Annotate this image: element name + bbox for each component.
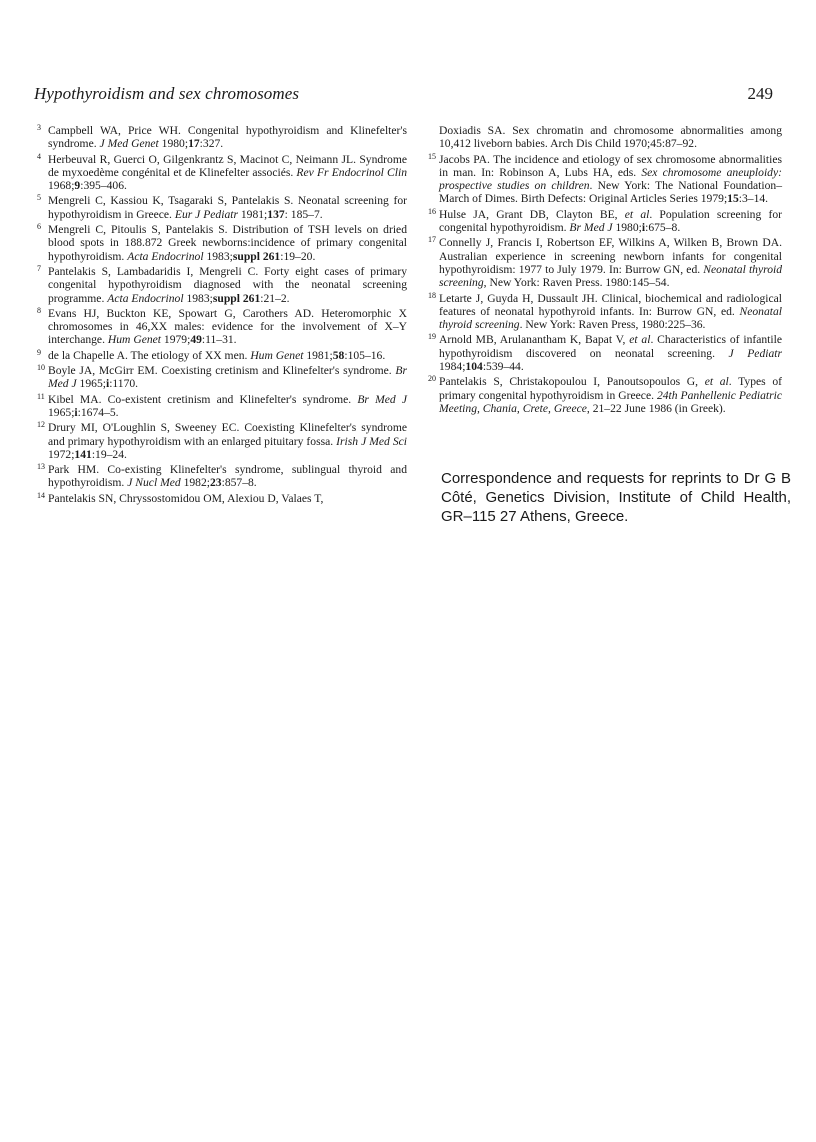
bold-text: 23: [210, 476, 222, 490]
reference-text: Pantelakis SN, Chryssostomidou OM, Alexiou D, Valaes T,: [48, 491, 324, 505]
reference-text: Letarte J, Guyda H, Dussault JH. Clinical, biochemical and radiological features of neonatal hypothyroid infants. In: Burrow GN, ed.: [439, 291, 782, 318]
reference-text: Mengreli C, Pitoulis S, Pantelakis S. Distribution of TSH levels on dried blood spots in 188.872 Greek newborns:incidence of primary congenital hypothyroidism.: [48, 223, 407, 263]
bold-text: suppl 261: [212, 291, 261, 305]
italic-text: J Med Genet: [99, 137, 159, 151]
italic-text: Sex chromosome aneuploidy: prospective studies on children: [439, 165, 782, 193]
italic-text: Br Med J: [48, 364, 407, 391]
reference-8: [34, 307, 407, 347]
italic-text: Irish J Med Sci: [336, 434, 407, 448]
reference-text: 1980;: [612, 221, 642, 235]
reference-18: [425, 292, 782, 332]
reference-text: . Characteristics of infantile hypothyroidism discovered on neonatal screening.: [439, 333, 782, 360]
reference-text: Boyle JA, McGirr EM. Coexisting cretinism and Klinefelter's syndrome.: [48, 364, 396, 378]
bold-text: 15: [727, 192, 739, 206]
reference-number: 3: [37, 123, 41, 132]
reference-text: Campbell WA, Price WH. Congenital hypothyroidism and Klinefelter's syndrome.: [48, 124, 407, 151]
reference-text: :1170.: [109, 377, 139, 391]
reference-text: Arnold MB, Arulanantham K, Bapat V,: [439, 333, 630, 347]
italic-text: Arch Dis Child: [550, 137, 621, 151]
bold-text: 45: [650, 137, 662, 151]
reference-number: 17: [428, 235, 436, 245]
reference-text: :105–16.: [344, 348, 386, 362]
page-number: 249: [747, 84, 773, 103]
correspondence-note: Correspondence and requests for reprints to Dr G B Côté, Genetics Division, Institute of Child Health, GR–115 27 Athens, Greece.: [441, 470, 791, 525]
reference-text: 1979;: [161, 333, 191, 347]
reference-number: 7: [37, 263, 41, 273]
reference-text: Evans HJ, Buckton KE, Spowart G, Carothers AD. Heteromorphic X chromosomes in 46,XX males: evidence for the involvement of X–Y interchange.: [48, 306, 407, 347]
reference-text: :3–14.: [738, 192, 769, 206]
reference-text: :1674–5.: [77, 405, 119, 419]
reference-text: Kibel MA. Co-existent cretinism and Klinefelter's syndrome.: [48, 392, 358, 406]
reference-13: [34, 463, 407, 490]
reference-14: [34, 492, 407, 505]
reference-text: :675–8.: [645, 221, 681, 235]
reference-20: [425, 375, 782, 415]
reference-4: [34, 153, 407, 193]
bold-text: 58: [332, 348, 345, 362]
reference-text: :21–2.: [260, 291, 290, 305]
reference-15: [425, 153, 782, 206]
reference-text: 1965;: [76, 377, 106, 391]
italic-text: Br Med J: [569, 221, 613, 235]
italic-text: 24th Panhellenic Pediatric Meeting, Chania, Crete, Greece: [439, 388, 782, 415]
reference-text: . New York: The National Foundation–March of Dimes. Birth Defects: Original Articles Series 1979;: [439, 179, 782, 206]
reference-text: : 185–7.: [284, 207, 323, 221]
italic-text: Acta Endocrinol: [127, 249, 204, 263]
reference-text: Mengreli C, Kassiou K, Tsagaraki S, Pantelakis S. Neonatal screening for hypothyroidism in Greece.: [48, 194, 407, 221]
reference-number: 18: [428, 290, 436, 300]
reference-text: , 21–22 June 1986 (in Greek).: [586, 401, 726, 415]
reference-number: 6: [37, 222, 41, 232]
italic-text: J Nucl Med: [127, 476, 181, 490]
reference-number: 11: [37, 391, 45, 401]
reference-number: 16: [428, 206, 436, 216]
reference-14-continuation: [425, 124, 782, 151]
reference-7: [34, 265, 407, 305]
reference-text: 1981;: [237, 207, 268, 221]
italic-text: Eur J Pediatr: [174, 207, 238, 221]
reference-text: 1984;: [439, 360, 466, 374]
bold-text: 104: [465, 360, 483, 374]
reference-text: 1970;: [620, 137, 651, 151]
bold-text: 137: [267, 207, 285, 221]
reference-text: :87–92.: [661, 137, 697, 151]
reference-text: :539–44.: [482, 360, 524, 374]
italic-text: Br Med J: [357, 392, 407, 406]
reference-text: :19–20.: [280, 249, 316, 263]
reference-text: Herbeuval R, Guerci O, Gilgenkrantz S, Macinot C, Neimann JL. Syndrome de myxoedème congénital et de Klinefelter associés.: [48, 152, 407, 179]
reference-text: :327.: [199, 137, 224, 151]
reference-text: de la Chapelle A. The etiology of XX men.: [48, 348, 251, 362]
italic-text: et al: [704, 375, 729, 389]
reference-text: , New York: Raven Press. 1980:145–54.: [483, 276, 670, 290]
references-left-column: [34, 124, 407, 507]
reference-number: 15: [428, 151, 436, 161]
reference-text: 1983;: [183, 291, 213, 305]
reference-text: Doxiadis SA. Sex chromatin and chromosome abnormalities among 10,412 liveborn babies.: [439, 124, 782, 151]
bold-text: i: [74, 405, 78, 419]
reference-text: :857–8.: [221, 476, 257, 490]
references-right-column: [425, 124, 782, 417]
reference-number: 14: [37, 490, 45, 500]
reference-number: 10: [37, 363, 45, 373]
italic-text: Hum Genet: [250, 348, 304, 362]
reference-text: . Population screening for congenital hypothyroidism.: [439, 207, 782, 235]
reference-text: 1983;: [203, 249, 233, 263]
reference-9: [34, 349, 407, 362]
reference-text: 1968;: [48, 179, 75, 193]
italic-text: et al: [629, 333, 651, 347]
reference-3: [34, 124, 407, 151]
italic-text: Neonatal thyroid screening: [439, 304, 782, 332]
reference-text: Connelly J, Francis I, Robertson EF, Wilkins A, Wilken B, Brown DA. Australian experience in screening newborn infants for congenital hypothyroidism: 1977 to July 1979. In: Burrow GN, ed.: [439, 236, 782, 276]
reference-10: [34, 364, 407, 391]
reference-number: 9: [37, 347, 41, 357]
reference-text: :395–406.: [80, 179, 127, 193]
reference-number: 13: [37, 462, 45, 472]
reference-text: :11–31.: [201, 333, 237, 347]
reference-6: [34, 223, 407, 263]
reference-text: . Types of primary congenital hypothyroidism in Greece.: [439, 375, 782, 402]
reference-text: Pantelakis S, Christakopoulou I, Panoutsopoulos G,: [439, 375, 705, 389]
reference-text: 1981;: [303, 348, 333, 362]
reference-text: 1982;: [180, 476, 210, 490]
italic-text: Rev Fr Endocrinol Clin: [296, 165, 408, 179]
reference-17: [425, 236, 782, 289]
reference-text: 1980;: [158, 137, 189, 151]
reference-text: Drury MI, O'Loughlin S, Sweeney EC. Coexisting Klinefelter's syndrome and primary hypothyroidism with an enlarged pituitary fossa.: [48, 421, 407, 448]
italic-text: Acta Endocrinol: [107, 291, 184, 305]
italic-text: et al: [624, 207, 650, 221]
reference-text: Hulse JA, Grant DB, Clayton BE,: [439, 207, 625, 221]
bold-text: 17: [188, 137, 200, 151]
reference-16: [425, 208, 782, 235]
reference-text: Pantelakis S, Lambadaridis I, Mengreli C. Forty eight cases of primary congenital hypothyroidism diagnosed with the neonatal screening programme.: [48, 264, 407, 305]
bold-text: suppl 261: [232, 249, 281, 263]
italic-text: J Pediatr: [728, 346, 782, 360]
reference-12: [34, 421, 407, 461]
reference-number: 12: [37, 420, 45, 430]
bold-text: i: [105, 377, 110, 391]
reference-text: . New York: Raven Press, 1980:225–36.: [519, 318, 706, 332]
italic-text: Neonatal thyroid screening: [439, 262, 783, 290]
reference-11: [34, 393, 407, 420]
italic-text: Hum Genet: [107, 333, 161, 347]
reference-text: Jacobs PA. The incidence and etiology of sex chromosome abnormalities in man. In: Robinson A, Lubs HA, eds.: [439, 152, 782, 179]
reference-number: 5: [37, 193, 41, 203]
bold-text: 141: [74, 447, 92, 461]
bold-text: 49: [190, 333, 202, 347]
reference-number: 8: [37, 305, 41, 315]
reference-text: Park HM. Co-existing Klinefelter's syndrome, sublingual thyroid and hypothyroidism.: [48, 463, 407, 490]
reference-5: [34, 194, 407, 221]
reference-text: :19–24.: [91, 447, 127, 461]
reference-number: 19: [428, 332, 436, 342]
reference-number: 4: [37, 151, 41, 161]
bold-text: i: [641, 221, 646, 235]
reference-text: 1965;: [48, 405, 75, 419]
reference-number: 20: [428, 374, 436, 384]
reference-19: [425, 333, 782, 373]
running-header-title: Hypothyroidism and sex chromosomes: [34, 84, 300, 103]
reference-text: 1972;: [48, 447, 75, 461]
bold-text: 9: [74, 179, 81, 193]
